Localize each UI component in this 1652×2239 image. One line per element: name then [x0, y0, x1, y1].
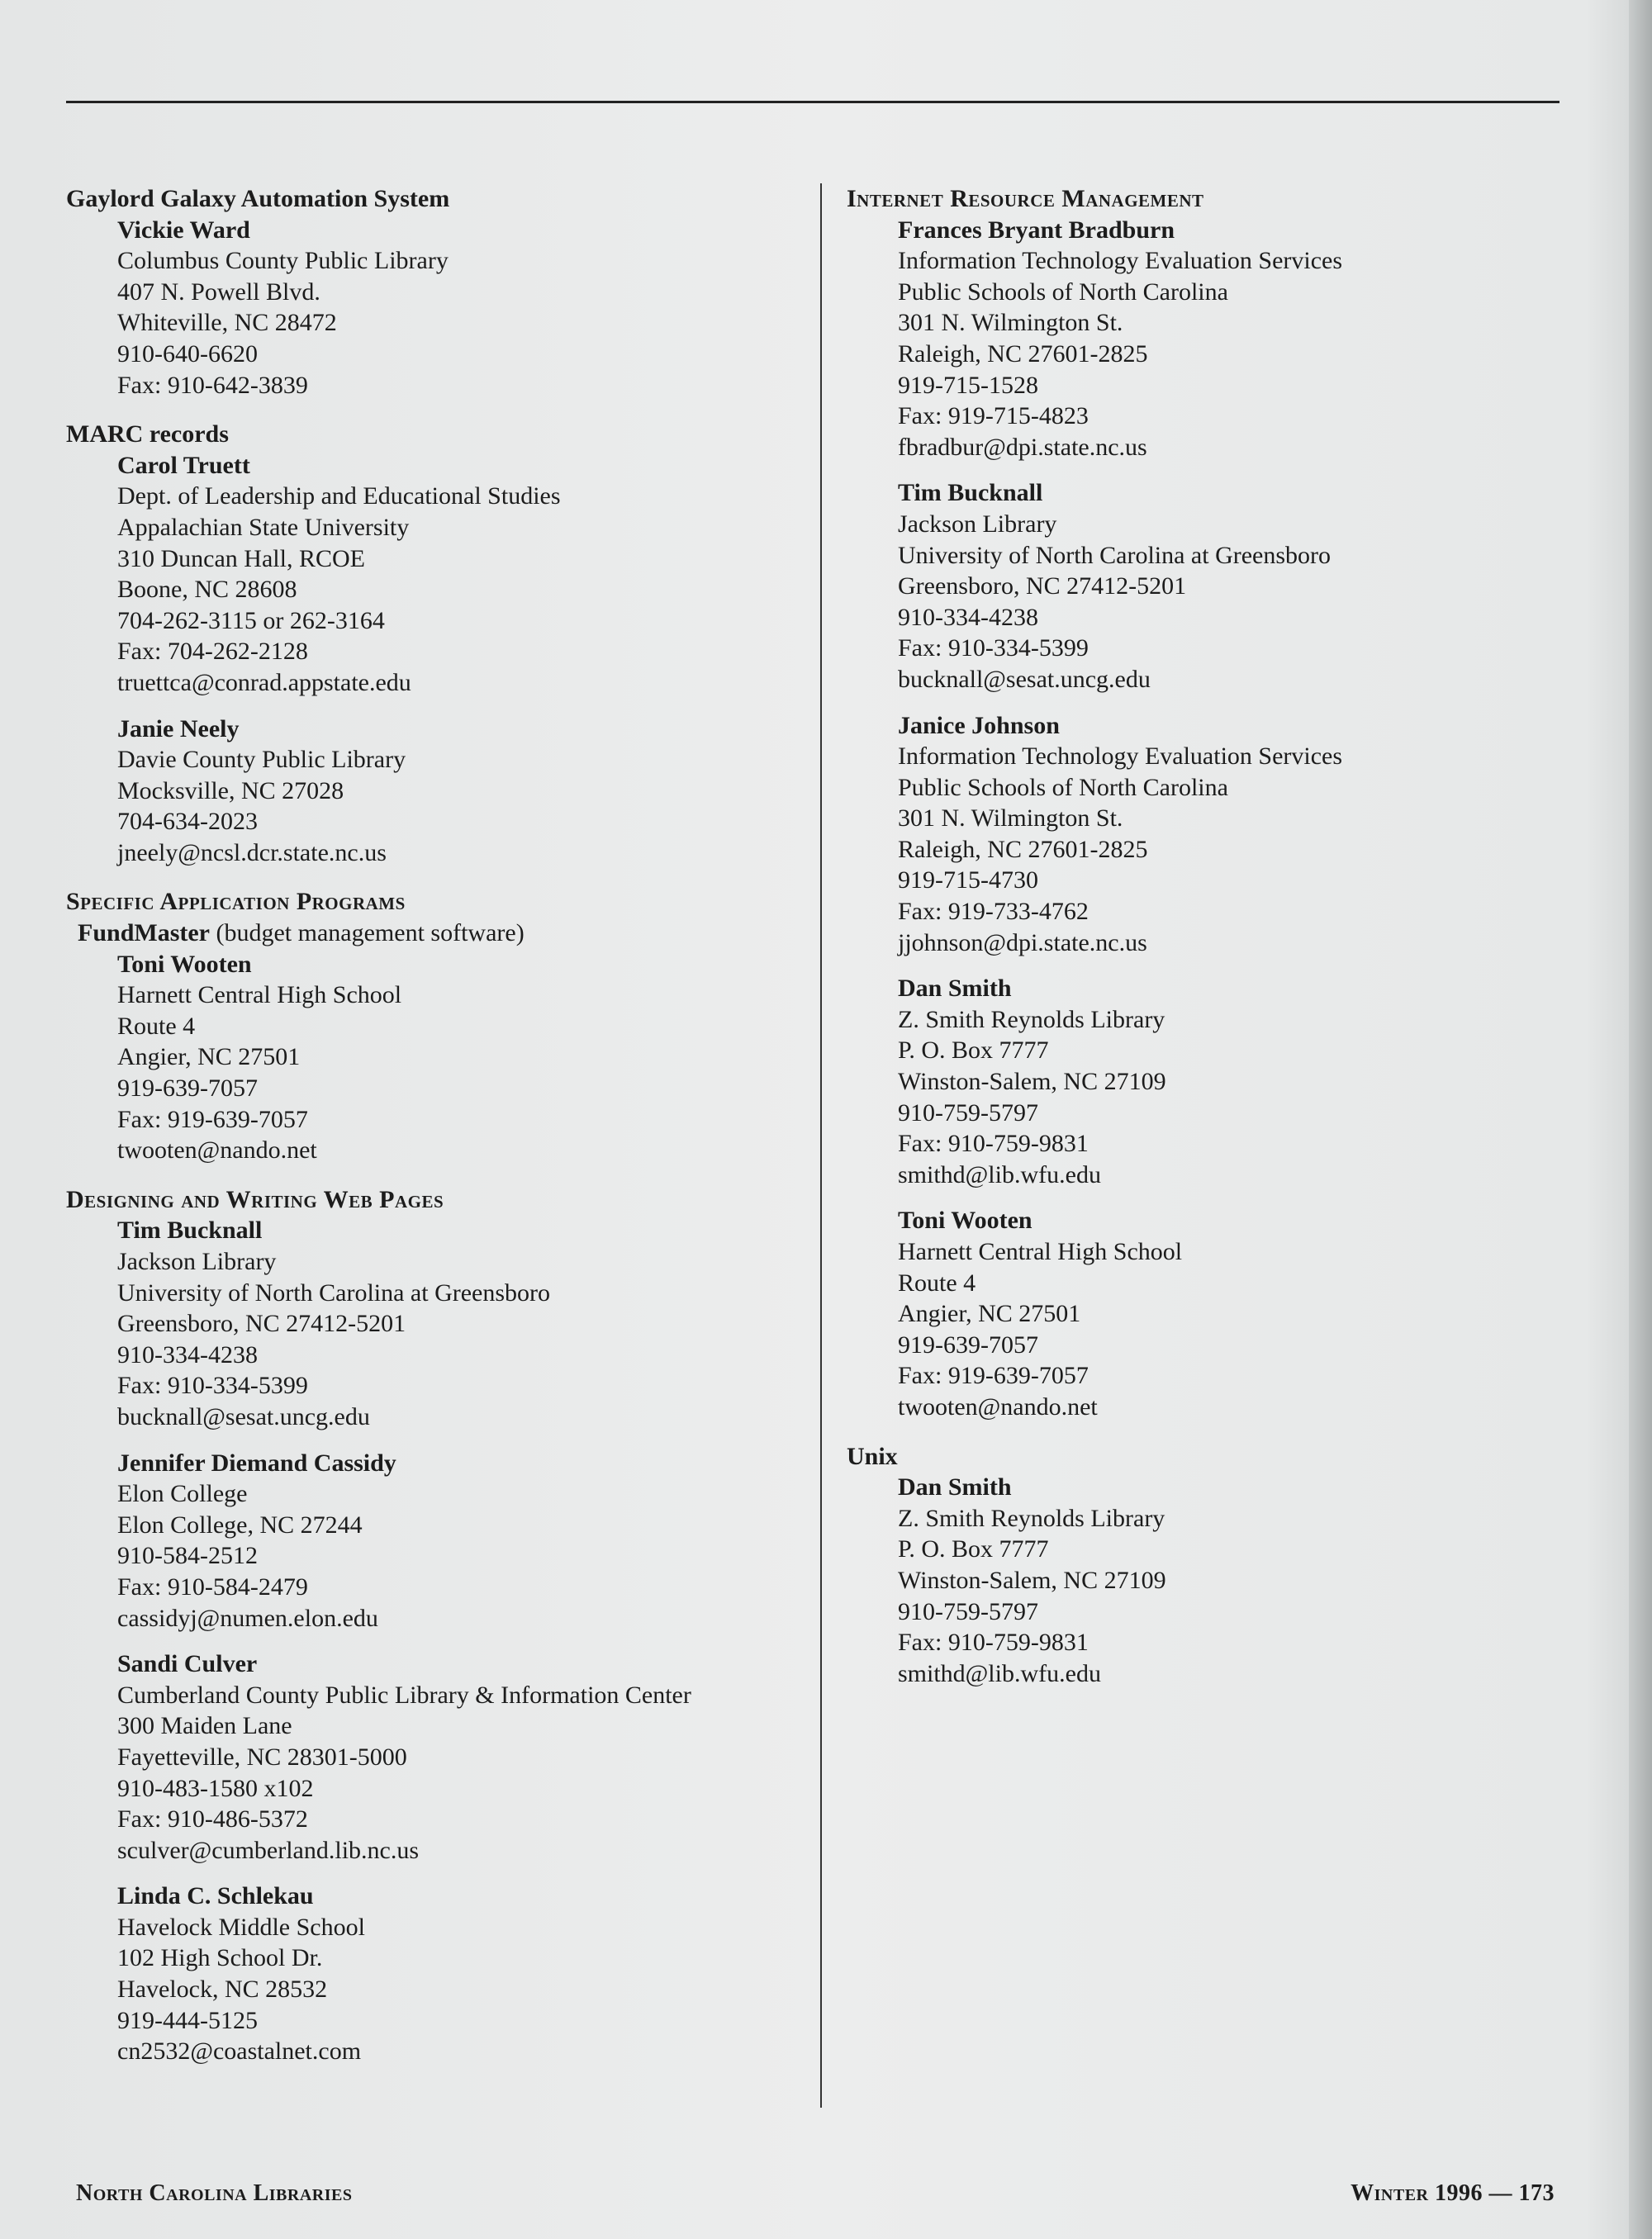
contact-line: Fax: 919-733-4762 [898, 898, 1089, 926]
contact-line: 300 Maiden Lane [117, 1712, 292, 1740]
contact-line: University of North Carolina at Greensboro [898, 541, 1332, 569]
contact-email: bucknall@sesat.uncg.edu [117, 1402, 370, 1430]
contact-line: University of North Carolina at Greensboro [117, 1278, 551, 1307]
contact-line: Angier, NC 27501 [898, 1300, 1081, 1328]
contact-email: cassidyj@numen.elon.edu [117, 1604, 378, 1632]
right-column [847, 183, 1557, 1689]
contact-line: Information Technology Evaluation Services [898, 742, 1343, 771]
contact-entry [847, 1472, 1557, 1689]
contact-line: Angier, NC 27501 [117, 1043, 301, 1071]
contact-line: Fax: 910-584-2479 [117, 1573, 308, 1601]
contact-line: Davie County Public Library [117, 746, 406, 774]
contact-entry [66, 949, 809, 1166]
contact-email: cn2532@coastalnet.com [117, 2037, 362, 2066]
top-rule [66, 101, 1559, 103]
contact-line: Fax: 919-639-7057 [898, 1362, 1089, 1390]
contact-line: 301 N. Wilmington St. [898, 804, 1123, 833]
contact-line: Appalachian State University [117, 513, 410, 541]
contact-line: Havelock Middle School [117, 1913, 365, 1941]
section-heading: Gaylord Galaxy Automation System [66, 185, 450, 212]
contact-entry [66, 1648, 809, 1866]
contact-line: Greensboro, NC 27412-5201 [117, 1310, 406, 1338]
contact-line: Fax: 910-334-5399 [117, 1372, 308, 1400]
contact-email: jneely@ncsl.dcr.state.nc.us [117, 838, 387, 866]
program-description: (budget management software) [210, 919, 525, 947]
section-heading: Internet Resource Management [847, 185, 1204, 212]
contact-line: Havelock, NC 28532 [117, 1976, 328, 2004]
contact-line: Greensboro, NC 27412-5201 [898, 572, 1187, 600]
contact-line: P. O. Box 7777 [898, 1036, 1049, 1065]
contact-line: 910-334-4238 [898, 603, 1038, 631]
contact-email: smithd@lib.wfu.edu [898, 1160, 1101, 1188]
contact-line: 910-759-5797 [898, 1597, 1038, 1625]
column-divider [820, 183, 822, 2108]
contact-line: Boone, NC 28608 [117, 576, 297, 604]
contact-line: 704-262-3115 or 262-3164 [117, 606, 385, 634]
contact-line: 919-639-7057 [898, 1331, 1038, 1359]
contact-line: Elon College, NC 27244 [117, 1511, 363, 1539]
contact-name: Toni Wooten [117, 950, 252, 978]
contact-line: Winston-Salem, NC 27109 [898, 1566, 1166, 1594]
section-heading: Specific Application Programs [66, 888, 406, 916]
contact-name: Dan Smith [898, 975, 1012, 1003]
contact-email: jjohnson@dpi.state.nc.us [898, 928, 1147, 956]
contact-line: Cumberland County Public Library & Information Center [117, 1681, 691, 1709]
contact-email: twooten@nando.net [117, 1136, 317, 1165]
contact-line: Z. Smith Reynolds Library [898, 1005, 1165, 1033]
contact-line: Jackson Library [117, 1248, 277, 1275]
contact-line: 910-640-6620 [117, 339, 258, 368]
program-subheading [66, 918, 809, 949]
contact-name: Tim Bucknall [117, 1217, 263, 1245]
contact-line: 919-639-7057 [117, 1074, 258, 1103]
contact-entry [847, 973, 1557, 1190]
contact-email: smithd@lib.wfu.edu [898, 1659, 1101, 1687]
contact-line: 704-634-2023 [117, 808, 258, 836]
contact-line: Fax: 704-262-2128 [117, 638, 308, 666]
contact-email: truettca@conrad.appstate.edu [117, 668, 411, 696]
contact-line: 910-483-1580 x102 [117, 1774, 314, 1802]
contact-name: Sandi Culver [117, 1650, 258, 1678]
page-spine-shadow [1629, 0, 1652, 2239]
contact-line: Whiteville, NC 28472 [117, 309, 337, 337]
program-name: FundMaster [78, 919, 210, 947]
contact-name: Linda C. Schlekau [117, 1882, 314, 1910]
contact-email: sculver@cumberland.lib.nc.us [117, 1836, 420, 1864]
contact-line: 301 N. Wilmington St. [898, 309, 1123, 337]
contact-line: P. O. Box 7777 [898, 1535, 1049, 1563]
contact-line: Dept. of Leadership and Educational Studies [117, 482, 561, 510]
contact-email: twooten@nando.net [898, 1392, 1098, 1421]
contact-line: Route 4 [117, 1012, 196, 1040]
contact-line: Harnett Central High School [898, 1238, 1183, 1265]
contact-line: 919-444-5125 [117, 2006, 258, 2034]
contact-entry [847, 477, 1557, 695]
footer-issue-page: Winter 1996 — 173 [1351, 2180, 1555, 2206]
contact-line: 102 High School Dr. [117, 1944, 323, 1972]
left-column [66, 183, 809, 2067]
contact-line: Fax: 910-642-3839 [117, 371, 308, 399]
contact-entry [847, 710, 1557, 959]
section-heading: MARC records [66, 420, 229, 448]
contact-name: Vickie Ward [117, 216, 250, 244]
contact-line: Public Schools of North Carolina [898, 278, 1228, 306]
contact-line: Elon College [117, 1480, 248, 1508]
contact-line: Z. Smith Reynolds Library [898, 1504, 1165, 1532]
contact-line: Public Schools of North Carolina [898, 773, 1228, 801]
contact-line: Harnett Central High School [117, 981, 402, 1009]
contact-entry [66, 1448, 809, 1634]
contact-line: 310 Duncan Hall, RCOE [117, 544, 365, 572]
contact-name: Toni Wooten [898, 1207, 1032, 1235]
contact-line: Raleigh, NC 27601-2825 [898, 339, 1148, 368]
contact-line: Fax: 910-759-9831 [898, 1130, 1089, 1158]
contact-entry [66, 714, 809, 869]
contact-email: fbradbur@dpi.state.nc.us [898, 433, 1147, 461]
contact-line: Fax: 910-486-5372 [117, 1805, 308, 1833]
contact-name: Dan Smith [898, 1473, 1012, 1501]
section-heading: Unix [847, 1442, 898, 1470]
contact-name: Frances Bryant Bradburn [898, 216, 1175, 244]
contact-line: 910-584-2512 [117, 1542, 258, 1570]
contact-name: Janie Neely [117, 714, 240, 742]
footer-journal-title: North Carolina Libraries [76, 2180, 353, 2206]
contact-line: 910-759-5797 [898, 1098, 1038, 1127]
contact-line: 407 N. Powell Blvd. [117, 278, 320, 306]
contact-entry [847, 1205, 1557, 1422]
contact-name: Carol Truett [117, 451, 250, 479]
contact-line: Information Technology Evaluation Services [898, 247, 1343, 275]
contact-entry [847, 215, 1557, 463]
contact-line: Fayetteville, NC 28301-5000 [117, 1743, 407, 1771]
contact-entry [66, 215, 809, 401]
contact-line: Raleigh, NC 27601-2825 [898, 835, 1148, 863]
contact-line: Fax: 910-759-9831 [898, 1629, 1089, 1657]
contact-entry [66, 450, 809, 699]
contact-entry [66, 1215, 809, 1432]
contact-line: Fax: 910-334-5399 [898, 634, 1089, 662]
contact-entry [66, 1881, 809, 2067]
contact-line: Fax: 919-639-7057 [117, 1105, 308, 1133]
contact-line: Jackson Library [898, 510, 1057, 538]
contact-line: 919-715-4730 [898, 866, 1038, 894]
contact-line: 910-334-4238 [117, 1340, 258, 1369]
contact-line: Mocksville, NC 27028 [117, 776, 344, 804]
contact-line: Fax: 919-715-4823 [898, 402, 1089, 430]
contact-line: Columbus County Public Library [117, 247, 449, 275]
contact-line: Route 4 [898, 1269, 976, 1297]
contact-name: Jennifer Diemand Cassidy [117, 1449, 396, 1477]
section-heading: Designing and Writing Web Pages [66, 1185, 444, 1213]
contact-line: Winston-Salem, NC 27109 [898, 1068, 1166, 1096]
contact-name: Tim Bucknall [898, 479, 1043, 507]
contact-line: 919-715-1528 [898, 371, 1038, 399]
contact-name: Janice Johnson [898, 711, 1060, 739]
contact-email: bucknall@sesat.uncg.edu [898, 665, 1151, 693]
